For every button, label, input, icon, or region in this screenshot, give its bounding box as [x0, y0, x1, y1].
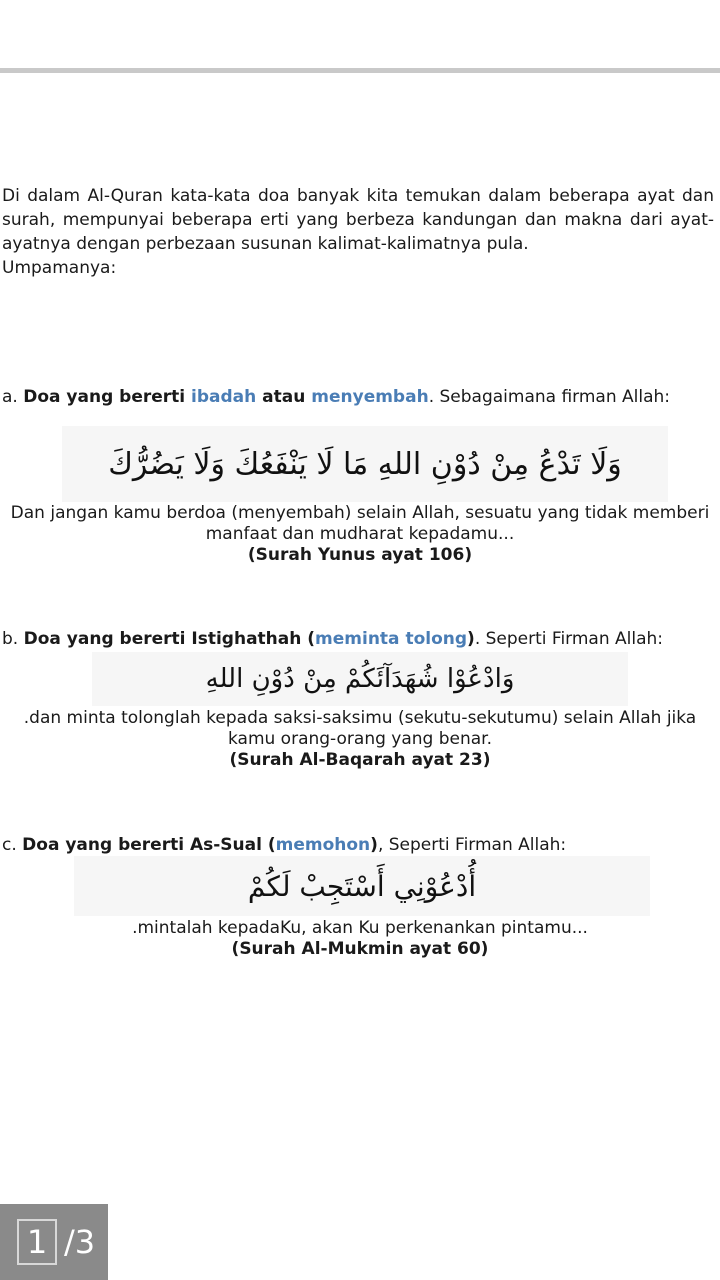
section-bold-lead: Doa yang bererti: [23, 387, 192, 407]
highlight-term: meminta tolong: [315, 629, 468, 649]
highlight-term: menyembah: [311, 387, 429, 407]
translation-c: [0, 918, 720, 960]
total-pages: /3: [64, 1223, 96, 1261]
section-tail: , Seperti Firman Allah:: [377, 835, 567, 855]
intro-paragraph: Di dalam Al-Quran kata-kata doa banyak kita temukan dalam beberapa ayat dan surah, mempunyai beberapa erti yang berbeza kandungan dan makna dari ayat-ayatnya dengan perbezaan susunan kalimat-kalimatnya pula.: [2, 186, 714, 254]
section-marker: c.: [2, 835, 23, 855]
section-tail: . Seperti Firman Allah:: [474, 629, 664, 649]
section-marker: b.: [2, 629, 24, 649]
top-divider: [0, 68, 720, 73]
section-bold-mid: atau: [256, 387, 312, 407]
arabic-verse-c: أُدْعُوْنِي أَسْتَجِبْ لَكُمْ: [74, 856, 650, 916]
translation-text: .dan minta tolonglah kepada saksi-saksimu (sekutu-sekutumu) selain Allah jika kamu orang-orang yang benar.: [23, 708, 697, 749]
section-bold-mid: ): [370, 835, 378, 855]
arabic-verse-b: وَادْعُوْا شُهَدَآئَكُمْ مِنْ دُوْنِ اللهِ: [92, 652, 628, 706]
section-bold-lead: Doa yang bererti Istighathah (: [23, 629, 316, 649]
page-indicator[interactable]: [0, 1204, 108, 1280]
section-bold-mid: ): [467, 629, 475, 649]
example-label: Umpamanya:: [2, 258, 117, 278]
verse-source: (Surah Al-Baqarah ayat 23): [229, 750, 491, 770]
intro-text: [2, 184, 714, 280]
section-a-heading: [2, 386, 670, 408]
section-b-heading: [2, 628, 663, 650]
verse-source: (Surah Al-Mukmin ayat 60): [231, 939, 489, 959]
section-marker: a.: [2, 387, 24, 407]
section-tail: . Sebagaimana firman Allah:: [428, 387, 671, 407]
translation-text: .mintalah kepadaKu, akan Ku perkenankan pintamu...: [132, 918, 588, 938]
current-page-number[interactable]: 1: [17, 1219, 57, 1265]
translation-text: Dan jangan kamu berdoa (menyembah) selain Allah, sesuatu yang tidak memberi manfaat dan mudharat kepadamu...: [10, 503, 710, 544]
verse-source: (Surah Yunus ayat 106): [247, 545, 473, 565]
highlight-term: memohon: [275, 835, 371, 855]
section-bold-lead: Doa yang bererti As-Sual (: [22, 835, 276, 855]
translation-b: [0, 708, 720, 771]
section-c-heading: [2, 834, 566, 856]
highlight-term: ibadah: [191, 387, 257, 407]
arabic-verse-a: وَلَا تَدْعُ مِنْ دُوْنِ اللهِ مَا لَا يَنْفَعُكَ وَلَا يَضُرُّكَ: [62, 426, 668, 502]
translation-a: [0, 503, 720, 566]
